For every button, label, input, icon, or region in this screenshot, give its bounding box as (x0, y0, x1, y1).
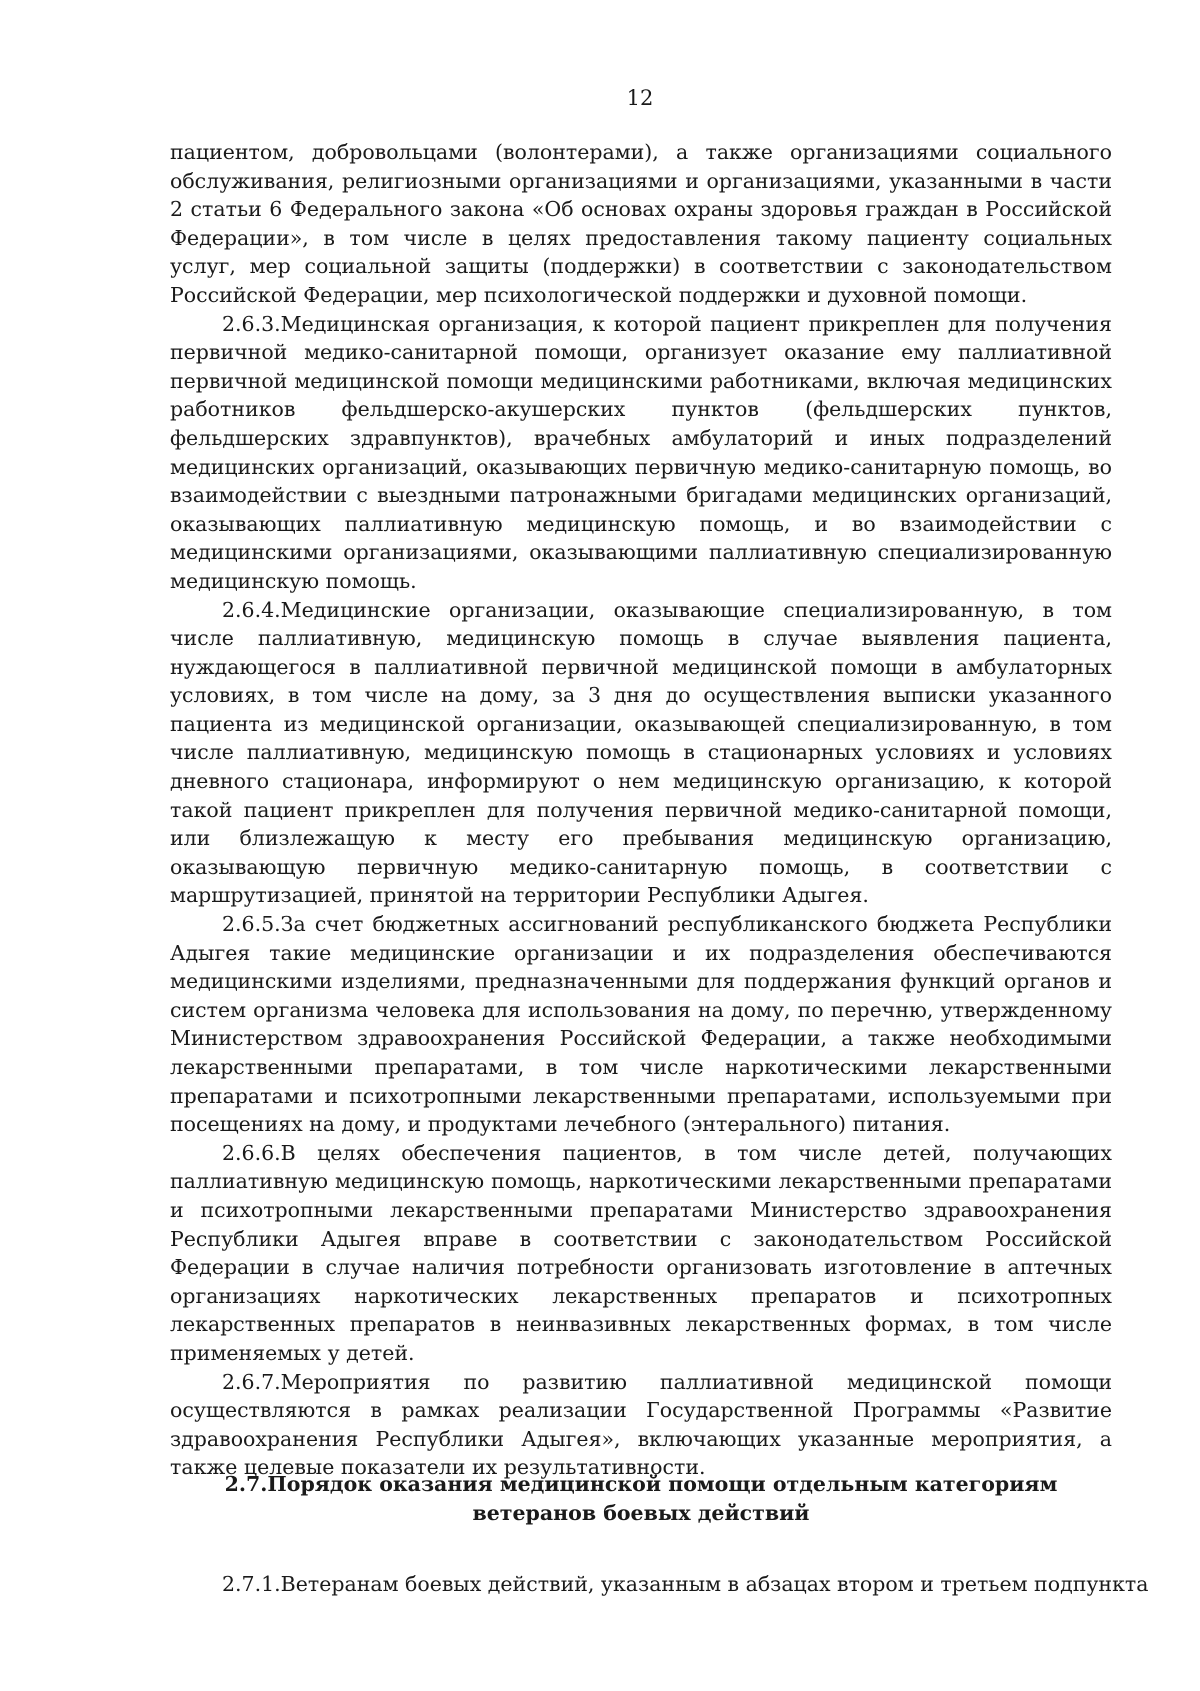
body-text (170, 138, 1112, 1482)
paragraph-2-6-4: 2.6.4.Медицинские организации, оказывающие специализированную, в том числе паллиативную, медицинскую помощь в случае выявления пациента, нуждающегося в паллиативной первичной медицинской помощи в амбулаторных условиях, в том числе на дому, за 3 дня до осуществления выписки указанного пациента из медицинской организации, оказывающей специализированную, в том числе паллиативную, медицинскую помощь в стационарных условиях и условиях дневного стационара, информируют о нем медицинскую организацию, к которой такой пациент прикреплен для получения первичной медико-санитарной помощи, или близлежащую к месту его пребывания медицинскую организацию, оказывающую первичную медико-санитарную помощь, в соответствии с маршрутизацией, принятой на территории Республики Адыгея. (170, 597, 1112, 908)
section-heading-line-2: ветеранов боевых действий (472, 1501, 810, 1525)
section-heading (170, 1470, 1112, 1528)
paragraph-2-6-7: 2.6.7.Мероприятия по развитию паллиативной медицинской помощи осуществляются в рамках реализации Государственной Программы «Развитие здравоохранения Республики Адыгея», включающих указанные мероприятия, а также целевые показатели их результативности. (170, 1369, 1112, 1480)
paragraph-continuation: пациентом, добровольцами (волонтерами), а также организациями социального обслуживания, религиозными организациями и организациями, указанными в части 2 статьи 6 Федерального закона «Об основах охраны здоровья граждан в Российской Федерации», в том числе в целях предоставления такому пациенту социальных услуг, мер социальной защиты (поддержки) в соответствии с законодательством Российской Федерации, мер психологической поддержки и духовной помощи. (170, 140, 1112, 307)
paragraph-2-6-5: 2.6.5.За счет бюджетных ассигнований республиканского бюджета Республики Адыгея такие медицинские организации и их подразделения обеспечиваются медицинскими изделиями, предназначенными для поддержания функций органов и систем организма человека для использования на дому, по перечню, утвержденному Министерством здравоохранения Российской Федерации, а также необходимыми лекарственными препаратами, в том числе наркотическими лекарственными препаратами и психотропными лекарственными препаратами, используемыми при посещениях на дому, и продуктами лечебного (энтерального) питания. (170, 912, 1112, 1137)
page-number: 12 (626, 86, 654, 110)
paragraph-2-7-1: 2.7.1.Ветеранам боевых действий, указанным в абзацах втором и третьем подпункта (222, 1572, 1149, 1596)
section-heading-line-1: 2.7.Порядок оказания медицинской помощи отдельным категориям (224, 1472, 1058, 1496)
paragraph-2-6-6: 2.6.6.В целях обеспечения пациентов, в том числе детей, получающих паллиативную медицинскую помощь, наркотическими лекарственными препаратами и психотропными лекарственными препаратами Министерство здравоохранения Республики Адыгея вправе в соответствии с законодательством Российской Федерации в случае наличия потребности организовать изготовление в аптечных организациях наркотических лекарственных препаратов и психотропных лекарственных препаратов в неинвазивных лекарственных формах, в том числе применяемых у детей. (170, 1140, 1112, 1365)
paragraph-2-6-3: 2.6.3.Медицинская организация, к которой пациент прикреплен для получения первичной медико-санитарной помощи, организует оказание ему паллиативной первичной медицинской помощи медицинскими работниками, включая медицинских работников фельдшерско-акушерских пунктов (фельдшерских пунктов, фельдшерских здравпунктов), врачебных амбулаторий и иных подразделений медицинских организаций, оказывающих первичную медико-санитарную помощь, во взаимодействии с выездными патронажными бригадами медицинских организаций, оказывающих паллиативную медицинскую помощь, и во взаимодействии с медицинскими организациями, оказывающими паллиативную специализированную медицинскую помощь. (170, 311, 1112, 593)
